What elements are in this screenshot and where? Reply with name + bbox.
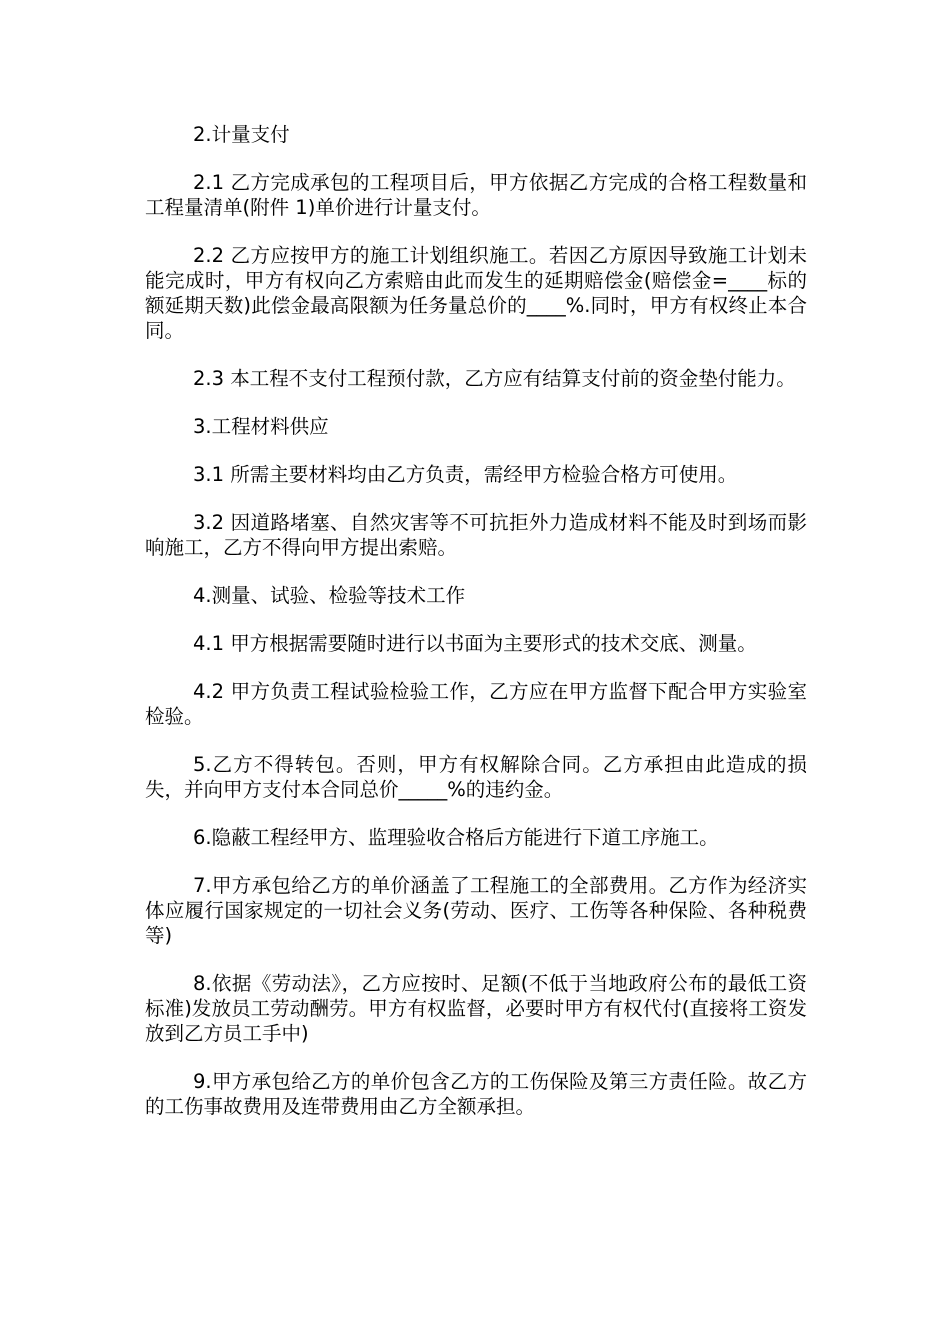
- section-heading-4: 4.测量、试验、检验等技术工作: [193, 584, 466, 607]
- clause-6: 6.隐蔽工程经甲方、监理验收合格后方能进行下道工序施工。: [193, 826, 719, 849]
- clause-4-1: 4.1 甲方根据需要随时进行以书面为主要形式的技术交底、测量。: [193, 632, 757, 655]
- clause-3-2: 3.2 因道路堵塞、自然灾害等不可抗拒外力造成材料不能及时到场而影响施工，乙方不得向甲方提出索赔。: [145, 511, 807, 559]
- clause-2-1: 2.1 乙方完成承包的工程项目后，甲方依据乙方完成的合格工程数量和工程量清单(附件 1)单价进行计量支付。: [145, 171, 807, 219]
- section-heading-2: 2.计量支付: [193, 123, 290, 146]
- clause-5: 5.乙方不得转包。否则，甲方有权解除合同。乙方承担由此造成的损失，并向甲方支付本合同总价_____%的违约金。: [145, 753, 807, 801]
- clause-7: 7.甲方承包给乙方的单价涵盖了工程施工的全部费用。乙方作为经济实体应履行国家规定的一切社会义务(劳动、医疗、工伤等各种保险、各种税费等): [145, 874, 807, 947]
- clause-3-1: 3.1 所需主要材料均由乙方负责，需经甲方检验合格方可使用。: [193, 463, 738, 486]
- section-heading-3: 3.工程材料供应: [193, 415, 329, 438]
- clause-2-2: 2.2 乙方应按甲方的施工计划组织施工。若因乙方原因导致施工计划未能完成时，甲方有权向乙方索赔由此而发生的延期赔偿金(赔偿金=____标的额延期天数)此偿金最高限额为任务量总价的____%.同时，甲方有权终止本合同。: [145, 244, 807, 342]
- clause-4-2: 4.2 甲方负责工程试验检验工作，乙方应在甲方监督下配合甲方实验室检验。: [145, 680, 807, 728]
- clause-2-3: 2.3 本工程不支付工程预付款，乙方应有结算支付前的资金垫付能力。: [193, 367, 796, 390]
- clause-9: 9.甲方承包给乙方的单价包含乙方的工伤保险及第三方责任险。故乙方的工伤事故费用及连带费用由乙方全额承担。: [145, 1070, 807, 1118]
- document-page: [145, 122, 807, 1142]
- clause-8: 8.依据《劳动法》，乙方应按时、足额(不低于当地政府公布的最低工资标准)发放员工劳动酬劳。甲方有权监督，必要时甲方有权代付(直接将工资发放到乙方员工手中): [145, 972, 807, 1045]
